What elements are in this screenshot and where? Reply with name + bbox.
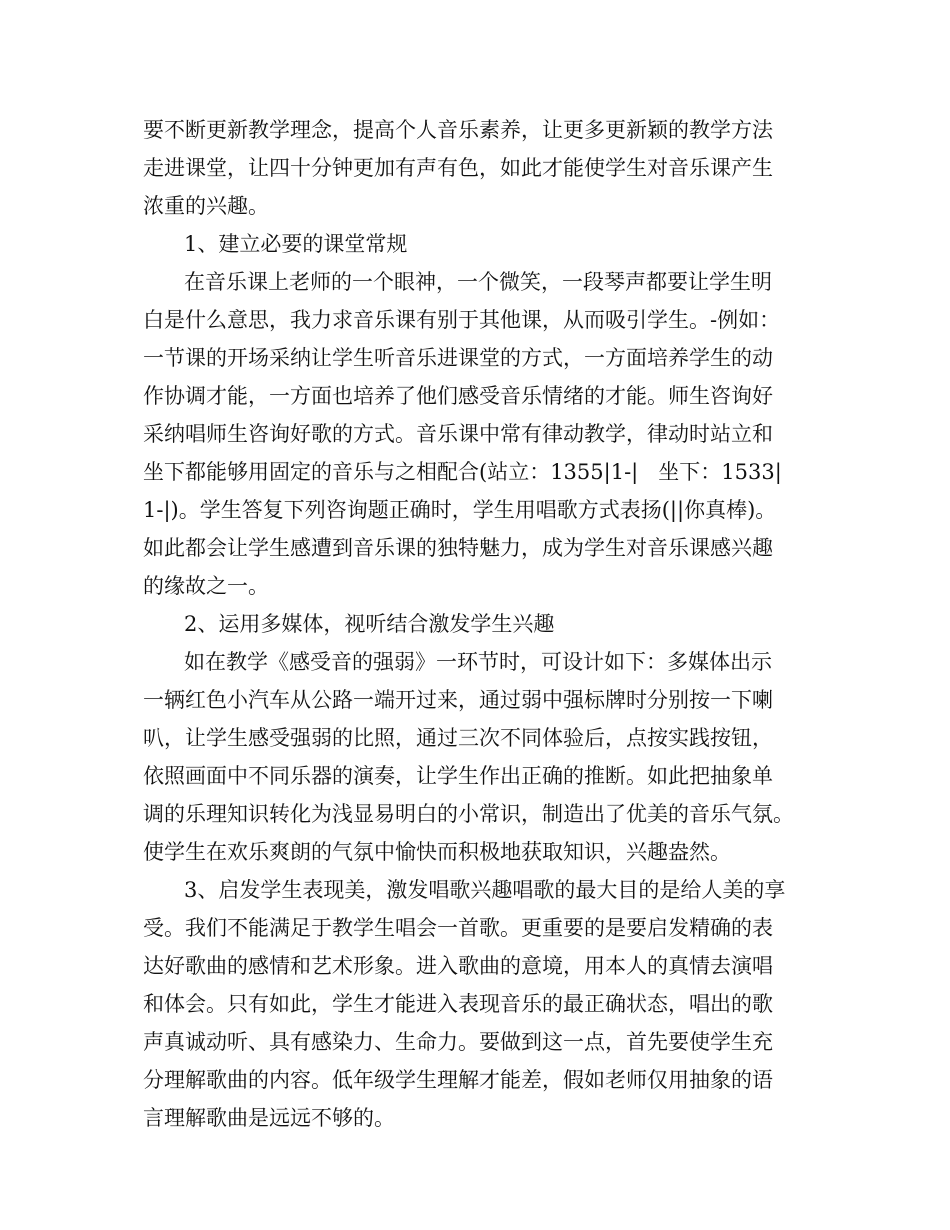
- body-text-line: 采纳唱师生咨询好歌的方式。音乐课中常有律动教学，律动时站立和: [143, 422, 773, 446]
- body-text-line: 调的乐理知识转化为浅显易明白的小常识，制造出了优美的音乐气氛。: [143, 802, 794, 826]
- body-text-line: 要不断更新教学理念，提高个人音乐素养，让更多更新颖的教学方法: [143, 118, 773, 142]
- section-heading-1: 1、建立必要的课堂常规: [184, 232, 408, 256]
- body-text-line: 浓重的兴趣。: [143, 194, 269, 218]
- body-text-line: 一节课的开场采纳让学生听音乐进课堂的方式，一方面培养学生的动: [143, 346, 773, 370]
- body-text-line: 坐下都能够用固定的音乐与之相配合(站立：1355|1-| 坐下：1533|: [143, 460, 782, 484]
- body-text-line: 受。我们不能满足于教学生唱会一首歌。更重要的是要启发精确的表: [143, 916, 773, 940]
- body-text-line: 白是什么意思，我力求音乐课有别于其他课，从而吸引学生。-例如：: [143, 308, 781, 332]
- body-text-line: 如在教学《感受音的强弱》一环节时，可设计如下：多媒体出示: [184, 650, 772, 674]
- body-text-line: 言理解歌曲是远远不够的。: [143, 1106, 395, 1130]
- body-text-line: 和体会。只有如此，学生才能进入表现音乐的最正确状态，唱出的歌: [143, 992, 773, 1016]
- body-text-line: 达好歌曲的感情和艺术形象。进入歌曲的意境，用本人的真情去演唱: [143, 954, 773, 978]
- body-text-line: 依照画面中不同乐器的演奏，让学生作出正确的推断。如此把抽象单: [143, 764, 773, 788]
- body-text-line: 叭，让学生感受强弱的比照，通过三次不同体验后，点按实践按钮，: [143, 726, 773, 750]
- body-text-line: 使学生在欢乐爽朗的气氛中愉快而积极地获取知识，兴趣盎然。: [143, 840, 731, 864]
- section-heading-2: 2、运用多媒体，视听结合激发学生兴趣: [184, 612, 555, 636]
- body-text-line: 走进课堂，让四十分钟更加有声有色，如此才能使学生对音乐课产生: [143, 156, 773, 180]
- body-text-line: 的缘故之一。: [143, 574, 269, 598]
- body-text-line: 1-|)。学生答复下列咨询题正确时，学生用唱歌方式表扬(||你真棒)。: [143, 498, 777, 522]
- body-text-line: 如此都会让学生感遭到音乐课的独特魅力，成为学生对音乐课感兴趣: [143, 536, 773, 560]
- body-text-line: 在音乐课上老师的一个眼神，一个微笑，一段琴声都要让学生明: [184, 270, 772, 294]
- body-text-line: 作协调才能，一方面也培养了他们感受音乐情绪的才能。师生咨询好: [143, 384, 773, 408]
- body-text-line: 分理解歌曲的内容。低年级学生理解才能差，假如老师仅用抽象的语: [143, 1068, 773, 1092]
- body-text-line: 一辆红色小汽车从公路一端开过来，通过弱中强标牌时分别按一下喇: [143, 688, 773, 712]
- body-text-line: 声真诚动听、具有感染力、生命力。要做到这一点，首先要使学生充: [143, 1030, 773, 1054]
- section-heading-3: 3、启发学生表现美，激发唱歌兴趣唱歌的最大目的是给人美的享: [184, 878, 786, 902]
